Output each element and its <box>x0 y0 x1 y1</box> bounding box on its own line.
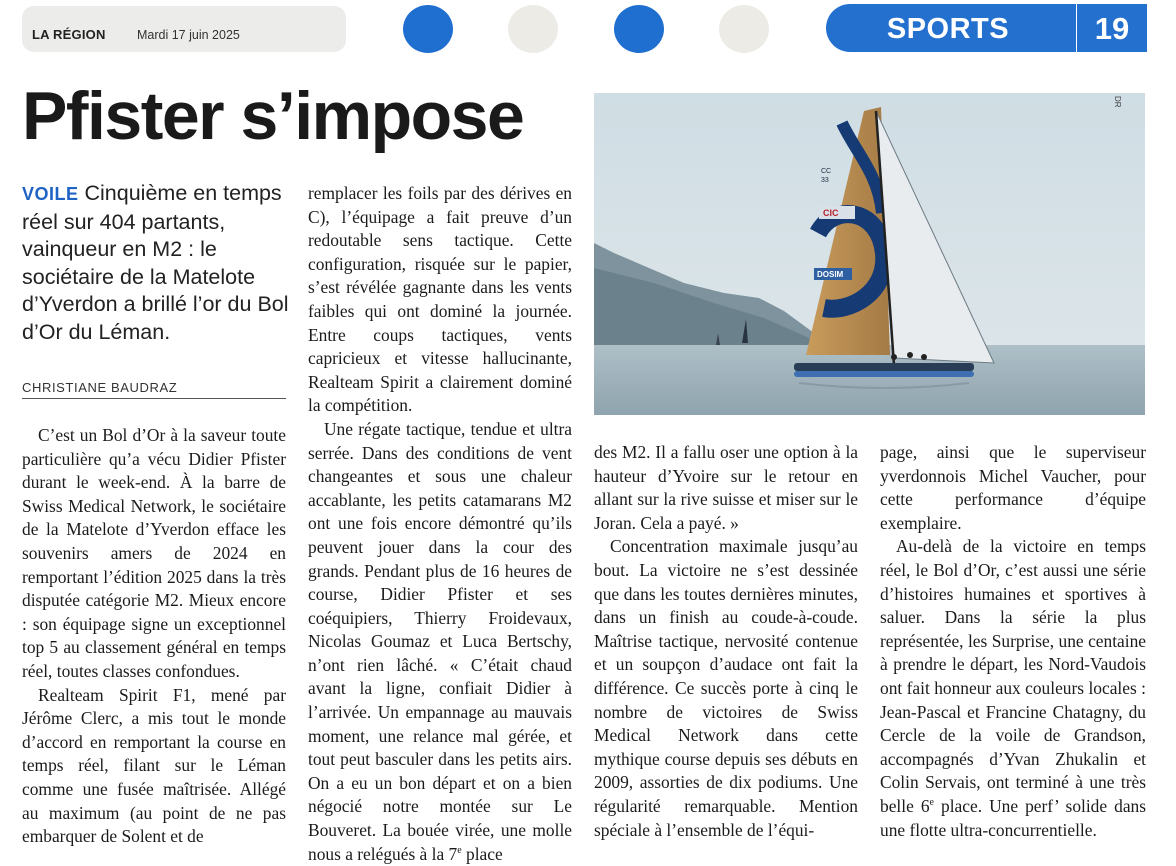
catamaran-photo-illustration <box>594 93 1145 415</box>
photo-credit: DR <box>1113 96 1122 108</box>
lead-text: Cinquième en temps réel sur 404 partants, vainqueur en M2 : le sociétaire de la Matelote d’Yverdon a brillé l’or du Bol d’Or du Léman. <box>22 181 289 344</box>
kicker-label: VOILE <box>22 184 79 204</box>
section-title: SPORTS <box>886 13 1010 45</box>
article-headline: Pfister s’impose <box>22 78 524 154</box>
byline: CHRISTIANE BAUDRAZ <box>22 380 178 395</box>
sail-sponsor-text: DOSIM <box>817 270 844 279</box>
paragraph-text: place. Une perf’ solide dans une flotte ultra-concurrentielle. <box>880 795 1146 840</box>
decorative-dot <box>508 5 558 53</box>
paragraph <box>880 535 1146 842</box>
paragraph <box>308 418 572 866</box>
page-number: 19 <box>1094 11 1130 46</box>
superscript: e <box>457 844 462 856</box>
article-column-1 <box>22 424 286 849</box>
sail-logo-text: CIC <box>823 208 839 218</box>
paragraph-text: Une régate tactique, tendue et ultra serrée. Dans des conditions de vent changeantes et sous une chaleur accablante, les petits catamarans M2 ont une fois encore démontré qu’ils peuvent jouer dans la cour des grands. Pendant plus de 16 heures de course, Didier Pfister et ses coéquipiers, Thierry Froidevaux, Nicolas Goumaz et Luca Bertschy, n’ont rien lâché. « C’était chaud avant la ligne, confiait Didier à l’arrivée. Un empannage au mauvais moment, une relance mal gérée, et tout peut basculer dans les petits airs. On a eu un bon départ et on a bien négocié notre montée sur Le Bouveret. La bouée virée, une molle nous a relégués à la 7 <box>308 418 572 864</box>
issue-date: Mardi 17 juin 2025 <box>137 28 240 42</box>
article-column-2 <box>308 182 572 866</box>
superscript: e <box>929 797 934 809</box>
paragraph-text: place <box>461 843 503 864</box>
paragraph: remplacer les foils par des dérives en C), l’équipage a fait preuve d’un redoutable sens tactique. Cette configuration, risquée sur le papier, s’est révélée gagnante dans les vents faibles qui ont dominé la journée. Entre coups tactiques, vents capricieux et vitesse hallucinante, Realteam Spirit a clairement dominé la compétition. <box>308 183 572 416</box>
decorative-dot <box>614 5 664 53</box>
paragraph: page, ainsi que le superviseur yverdonnois Michel Vaucher, pour cette performance d’équipe exemplaire. <box>880 442 1146 533</box>
sail-number: 33 <box>821 177 829 184</box>
article-column-3 <box>594 441 858 842</box>
decorative-dot <box>719 5 769 53</box>
paragraph: C’est un Bol d’Or à la saveur toute particulière qu’a vécu Didier Pfister durant le week-end. À la barre de Swiss Medical Network, le sociétaire de la Matelote d’Yverdon efface les souvenirs amers de 2024 en remportant l’édition 2025 dans la très disputée catégorie M2. Mieux encore : son équipage signe un exceptionnel top 5 au classement général en temps réel, toutes classes confondues. <box>22 425 286 681</box>
article-column-4 <box>880 441 1146 842</box>
byline-divider <box>22 398 286 399</box>
article-lead <box>22 180 292 347</box>
paragraph: Realteam Spirit F1, mené par Jérôme Clerc, a mis tout le monde d’accord en remportant la course en temps réel, filant sur le Léman comme une fusée maîtrisée. Allégé au maximum (au point de ne pas embarquer de Solent et de <box>22 684 286 847</box>
sailing-photo <box>594 93 1145 415</box>
paragraph: Concentration maximale jusqu’au bout. La victoire ne s’est dessinée que dans les toutes dernières minutes, dans un finish au coude-à-coude. Maîtrise tactique, nervosité contenue et un soupçon d’audace ont fait la différence. Ce succès porte à cinq le nombre de victoires de Swiss Medical Network dans cette mythique course depuis ses débuts en 2009, assorties de dix podiums. Une régularité remarquable. Mention spéciale à l’ensemble de l’équi- <box>594 536 858 840</box>
decorative-dot <box>403 5 453 53</box>
paragraph-text: Au-delà de la victoire en temps réel, le Bol d’Or, c’est aussi une série d’histoires humaines et sportives à saluer. Dans la série la plus représentée, les Surprise, une centaine à prendre le départ, les Nord-Vaudois ont fait honneur aux couleurs locales : Jean-Pascal et Francine Chatagny, du Cercle de la voile de Grandson, accompagnés d’Yvan Zhukalin et Colin Servais, ont terminé à une très belle 6 <box>880 536 1146 816</box>
newspaper-name: LA RÉGION <box>32 27 106 42</box>
paragraph: des M2. Il a fallu oser une option à la hauteur d’Yvoire sur le retour en allant sur la rive suisse et miser sur le Joran. Cela a payé. » <box>594 442 858 533</box>
sail-number: CC <box>821 168 832 175</box>
